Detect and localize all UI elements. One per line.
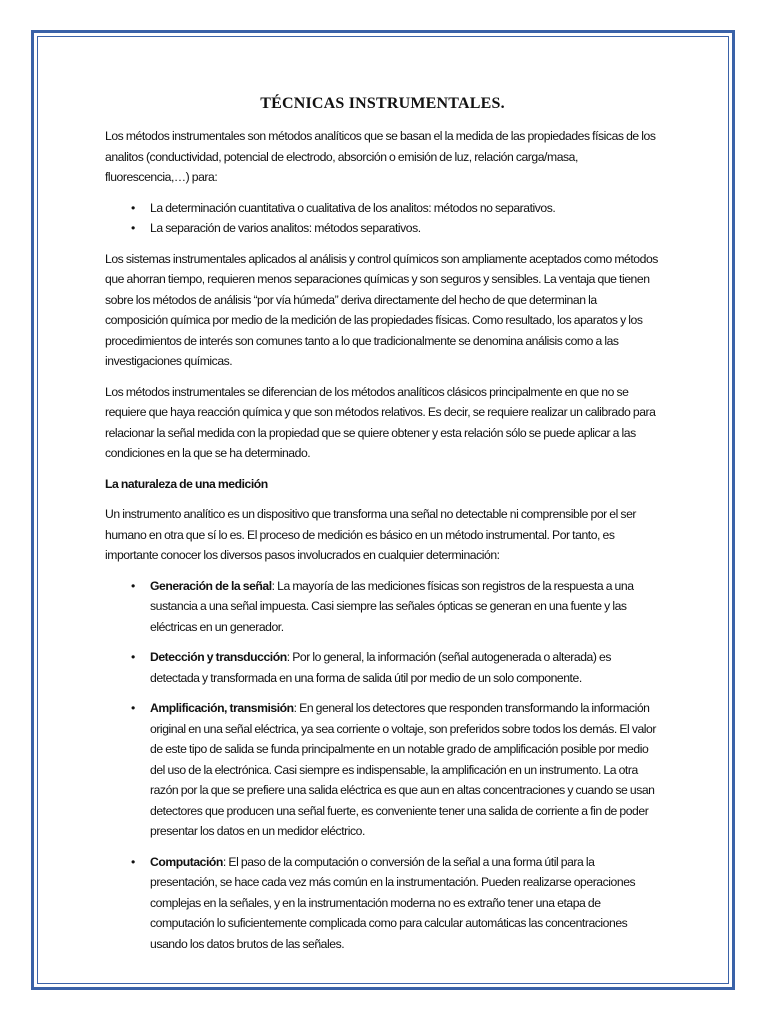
list-item [105,218,660,239]
step-name: Detección y transducción [150,650,287,664]
step-name: Generación de la señal [150,578,272,593]
document-body [105,92,660,964]
step-text: : Por lo general, la información (señal autogenerada o alterada) es detectada y transformada en una forma de salida útil por medio de un solo componente. [150,650,611,685]
section-intro-paragraph: Un instrumento analítico es un dispositivo que transforma una señal no detectable ni comprensible por el ser humano en otra que sí lo es. El proceso de medición es básico en un método instrumental. Por tanto, es importante conocer los diversos pasos involucrados en cualquier determinación: [105,507,637,562]
paragraph-differences: Los métodos instrumentales se diferencian de los métodos analíticos clásicos principalmente en que no se requiere que haya reacción química y que son métodos relativos. Es decir, se requiere realizar un calibrado para relacionar la señal medida con la propiedad que se quiere obtener y esta relación sólo se puede aplicar a las condiciones en la que se ha determinado. [105,384,656,460]
document-title: TÉCNICAS INSTRUMENTALES. [260,95,505,112]
measurement-steps-list [105,576,660,955]
bullet-icon: • [131,200,135,215]
list-item [105,198,660,219]
bullet-icon: • [131,854,135,869]
list-item-text: La separación de varios analitos: métodos separativos. [150,221,421,235]
step-text: : El paso de la computación o conversión de la señal a una forma útil para la presentación, se hace cada vez más común en la instrumentación. Pueden realizarse operaciones complejas en la señales, y en la instrumentación moderna no es extraño tener una etapa de computación lo suficientemente complicada como para calcular automáticas las concentraciones usando los datos brutos de las señales. [150,854,636,951]
step-name: Computación [150,854,223,869]
bullet-icon: • [131,221,135,235]
list-item-text: La determinación cuantitativa o cualitativa de los analitos: métodos no separativos. [150,200,556,215]
step-name: Amplificación, transmisión [150,701,294,715]
step-text: : La mayoría de las mediciones físicas son registros de la respuesta a una sustancia a una señal impuesta. Casi siempre las señales ópticas se generan en una fuente y las eléctricas en un generador. [150,578,634,634]
section-heading: La naturaleza de una medición [105,476,268,491]
list-item [105,647,660,688]
list-item [105,852,660,955]
intro-paragraph: Los métodos instrumentales son métodos analíticos que se basan el la medida de las propiedades físicas de los analitos (conductividad, potencial de electrodo, absorción o emisión de luz, relación carga/masa, fluorescencia,…) para: [105,129,656,184]
list-item [105,698,660,842]
step-text: : En general los detectores que responden transformando la información original en una señal eléctrica, ya sea corriente o voltaje, son preferidos sobre todos los demás. El valor de este tipo de salida se funda principalmente en un notable grado de amplificación posible por medio del uso de la electrónica. Casi siempre es indispensable, la amplificación en un instrumento. La otra razón por la que se prefiere una salida eléctrica es que aun en altas concentraciones y cuando se usan detectores que producen una señal fuerte, es conveniente tener una salida de corriente a fin de poder presentar los datos en un medidor eléctrico. [150,701,656,838]
bullet-icon: • [131,578,135,593]
bullet-icon: • [131,701,135,715]
purposes-list [105,198,660,239]
paragraph-advantages: Los sistemas instrumentales aplicados al análisis y control químicos son ampliamente aceptados como métodos que ahorran tiempo, requieren menos separaciones químicas y son seguros y sensibles. La ventaja que tienen sobre los métodos de análisis “por vía húmeda” deriva directamente del hecho de que determinan la composición química por medio de la medición de las propiedades físicas. Como resultado, los aparatos y los procedimientos de interés son comunes tanto a lo que tradicionalmente se denomina análisis como a las investigaciones químicas. [105,251,658,368]
list-item [105,576,660,638]
bullet-icon: • [131,650,135,664]
